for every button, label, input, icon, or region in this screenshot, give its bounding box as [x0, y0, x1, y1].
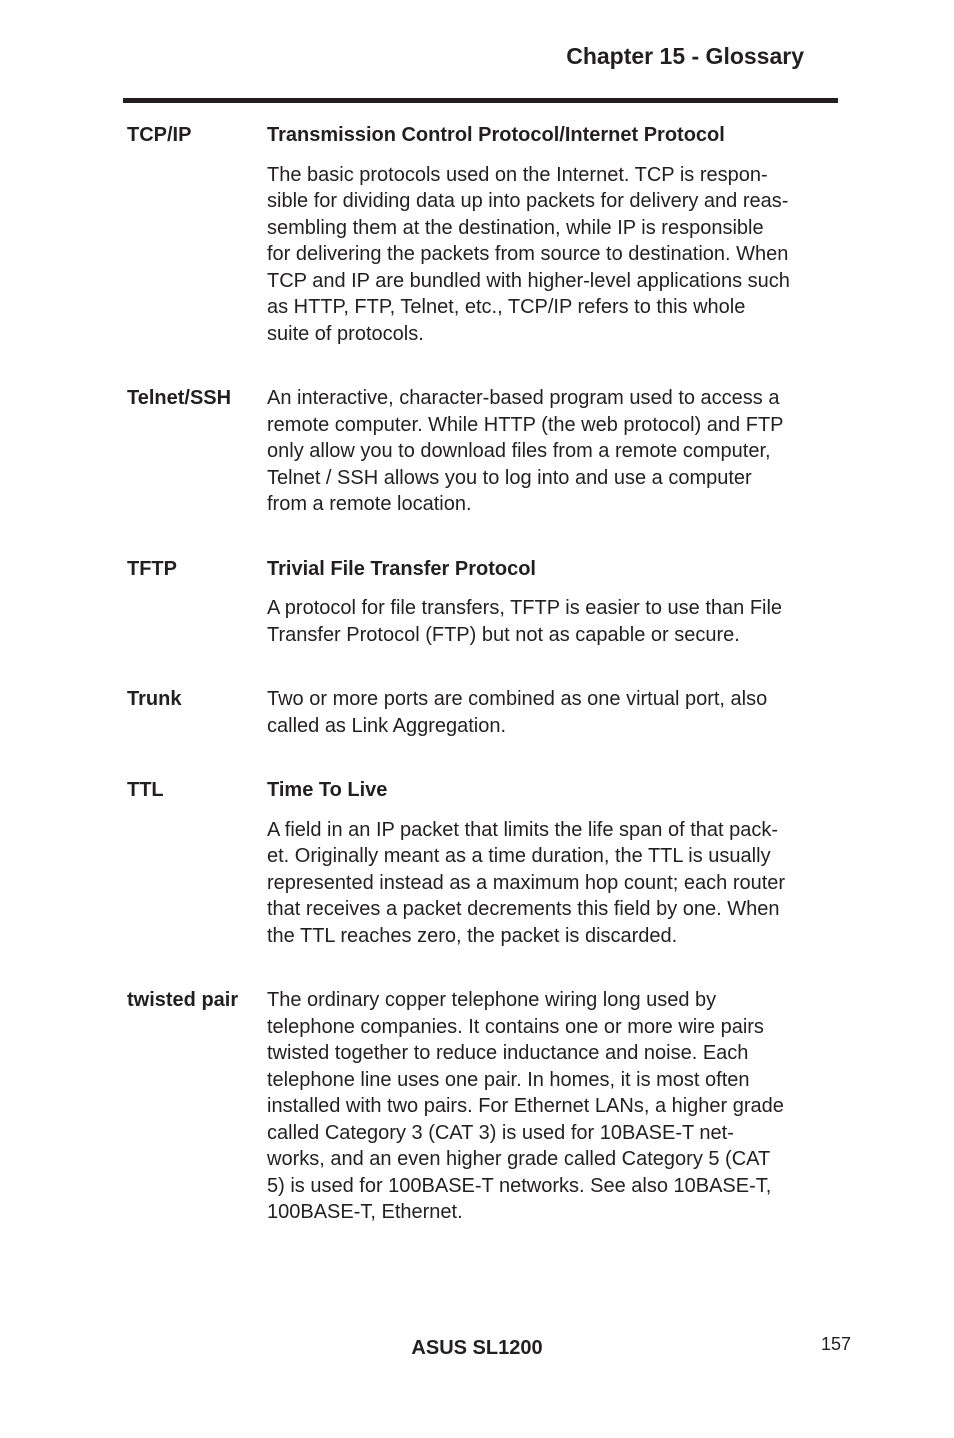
term-description: A field in an IP packet that limits the life span of that pack- et. Originally meant as a time duration, the TTL is usually represented instead as a maximum hop count; each router that receives a packet decrements this field by one. When the TTL reaches zero, the packet is discarded.: [267, 818, 786, 947]
header-divider: [123, 98, 838, 103]
term-expansion: Time To Live: [267, 779, 388, 801]
glossary-entry-tcp-ip: [127, 122, 838, 347]
glossary-term: TTL: [127, 779, 164, 801]
glossary-entry-ttl: [127, 777, 838, 949]
glossary-entry-twisted-pair: [127, 987, 838, 1226]
glossary-definition: [267, 385, 838, 518]
glossary-term: Trunk: [127, 688, 182, 710]
glossary-term: twisted pair: [127, 989, 239, 1011]
term-description: The ordinary copper telephone wiring long used by telephone companies. It contains one or more wire pairs twisted together to reduce inductance and noise. Each telephone line uses one pair. In homes, it is most often installed with two pairs. For Ethernet LANs, a higher grade called Category 3 (CAT 3) is used for 10BASE-T net- works, and an even higher grade called Category 5 (CAT 5) is used for 100BASE-T networks. See also 10BASE-T, 100BASE-T, Ethernet.: [267, 989, 784, 1223]
term-description: An interactive, character-based program used to access a remote computer. While HTTP (the web protocol) and FTP only allow you to download files from a remote computer, Telnet / SSH allows you to log into and use a computer from a remote location.: [267, 387, 784, 515]
glossary-term: TFTP: [127, 557, 177, 580]
term-expansion: Trivial File Transfer Protocol: [267, 557, 536, 580]
glossary-definition: [267, 777, 838, 949]
chapter-title: Chapter 15 - Glossary: [566, 43, 804, 69]
footer-product-name: ASUS SL1200: [411, 1337, 543, 1359]
glossary-definition: [267, 122, 838, 347]
glossary-entry-trunk: [127, 686, 838, 739]
term-description: A protocol for file transfers, TFTP is easier to use than File Transfer Protocol (FTP) but not as capable or secure.: [267, 597, 783, 646]
glossary-term: TCP/IP: [127, 124, 192, 146]
term-expansion: Transmission Control Protocol/Internet Protocol: [267, 124, 725, 146]
glossary-definition: [267, 686, 838, 739]
glossary-term: Telnet/SSH: [127, 387, 232, 409]
glossary-list: [127, 122, 838, 1264]
glossary-definition: [267, 987, 838, 1226]
glossary-definition: [267, 556, 838, 649]
glossary-entry-telnet-ssh: [127, 385, 838, 518]
page-number: 157: [820, 1334, 851, 1354]
glossary-entry-tftp: [127, 556, 838, 649]
term-description: Two or more ports are combined as one virtual port, also called as Link Aggregation.: [267, 688, 768, 737]
term-description: The basic protocols used on the Internet. TCP is respon- sible for dividing data up into packets for delivery and reas- sembling them at the destination, while IP is responsible for delivering the packets from source to destination. When TCP and IP are bundled with higher-level applications such as HTTP, FTP, Telnet, etc., TCP/IP refers to this whole suite of protocols.: [267, 163, 790, 345]
